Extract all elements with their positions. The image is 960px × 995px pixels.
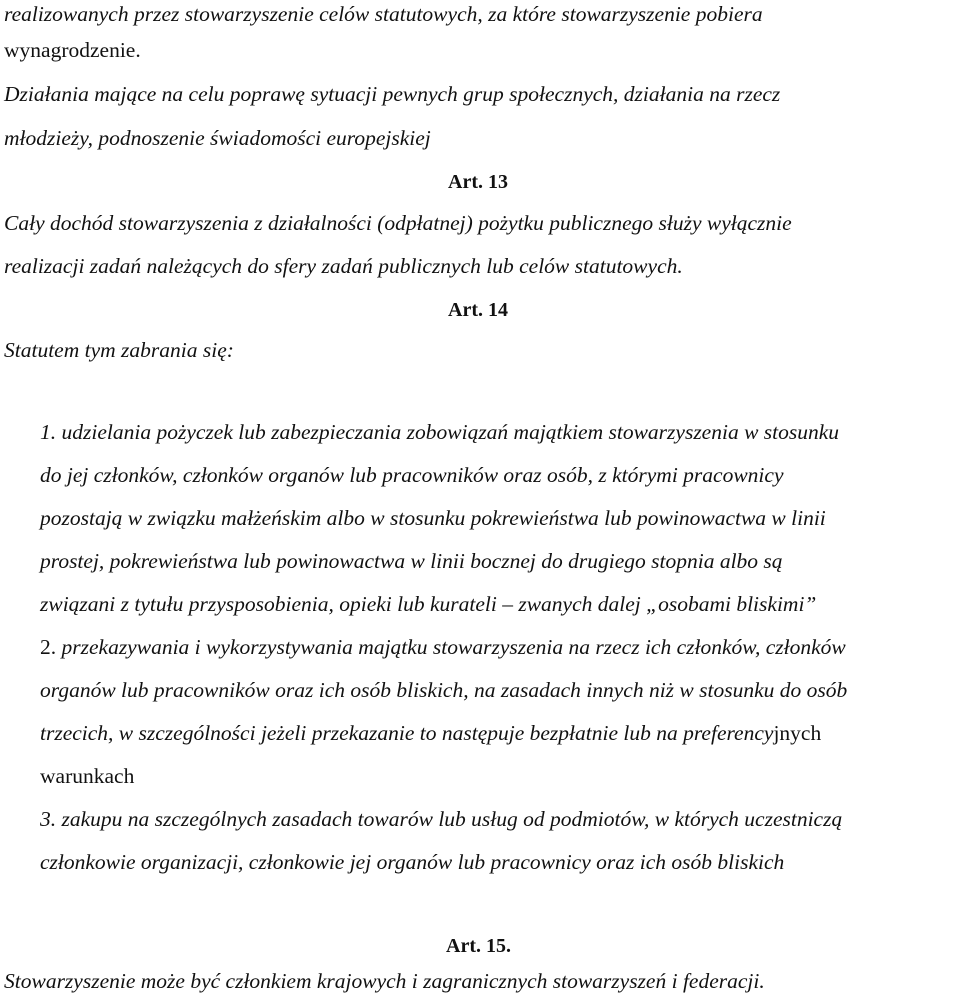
article-intro: Statutem tym zabrania się: [4,338,234,362]
text-line: Działania mające na celu poprawę sytuacji pewnych grup społecznych, działania na rzecz [4,82,781,106]
list-item-text-upright: jnych [773,721,822,745]
list-item-line: prostej, pokrewieństwa lub powinowactwa w linii bocznej do drugiego stopnia albo są [40,549,783,573]
text-line: realizacji zadań należących do sfery zadań publicznych lub celów statutowych. [4,254,683,278]
list-number: 2. [40,635,62,659]
text-line: wynagrodzenie. [4,38,141,62]
list-item-line: 1. udzielania pożyczek lub zabezpieczania zobowiązań majątkiem stowarzyszenia w stosunku [40,420,840,444]
text-line: Cały dochód stowarzyszenia z działalności (odpłatnej) pożytku publicznego służy wyłącznie [4,211,792,235]
article-heading-13: Art. 13 [448,171,508,193]
list-item-line [40,719,821,747]
text-line: Stowarzyszenie może być członkiem krajowych i zagranicznych stowarzyszeń i federacji. [4,969,765,993]
list-item-line: organów lub pracowników oraz ich osób bliskich, na zasadach innych niż w stosunku do osób [40,678,848,702]
list-item-line: warunkach [40,764,135,788]
list-item-line: związani z tytułu przysposobienia, opieki lub kurateli – zwanych dalej „osobami bliskimi” [40,592,817,616]
list-item-line [40,633,846,661]
list-item-line: członkowie organizacji, członkowie jej organów lub pracownicy oraz ich osób bliskich [40,850,785,874]
list-item-line: pozostają w związku małżeńskim albo w stosunku pokrewieństwa lub powinowactwa w linii [40,506,826,530]
list-item-line: 3. zakupu na szczególnych zasadach towarów lub usług od podmiotów, w których uczestniczą [40,807,843,831]
list-item-text: przekazywania i wykorzystywania majątku stowarzyszenia na rzecz ich członków, członków [61,635,846,659]
list-item-text: trzecich, w szczególności jeżeli przekazanie to następuje bezpłatnie lub na preferency [40,721,774,745]
list-item-line: do jej członków, członków organów lub pracowników oraz osób, z którymi pracownicy [40,463,784,487]
article-heading-15: Art. 15. [446,935,511,957]
text-line: realizowanych przez stowarzyszenie celów statutowych, za które stowarzyszenie pobiera [4,2,763,26]
article-heading-14: Art. 14 [448,299,508,321]
text-line: młodzieży, podnoszenie świadomości europejskiej [4,126,431,150]
